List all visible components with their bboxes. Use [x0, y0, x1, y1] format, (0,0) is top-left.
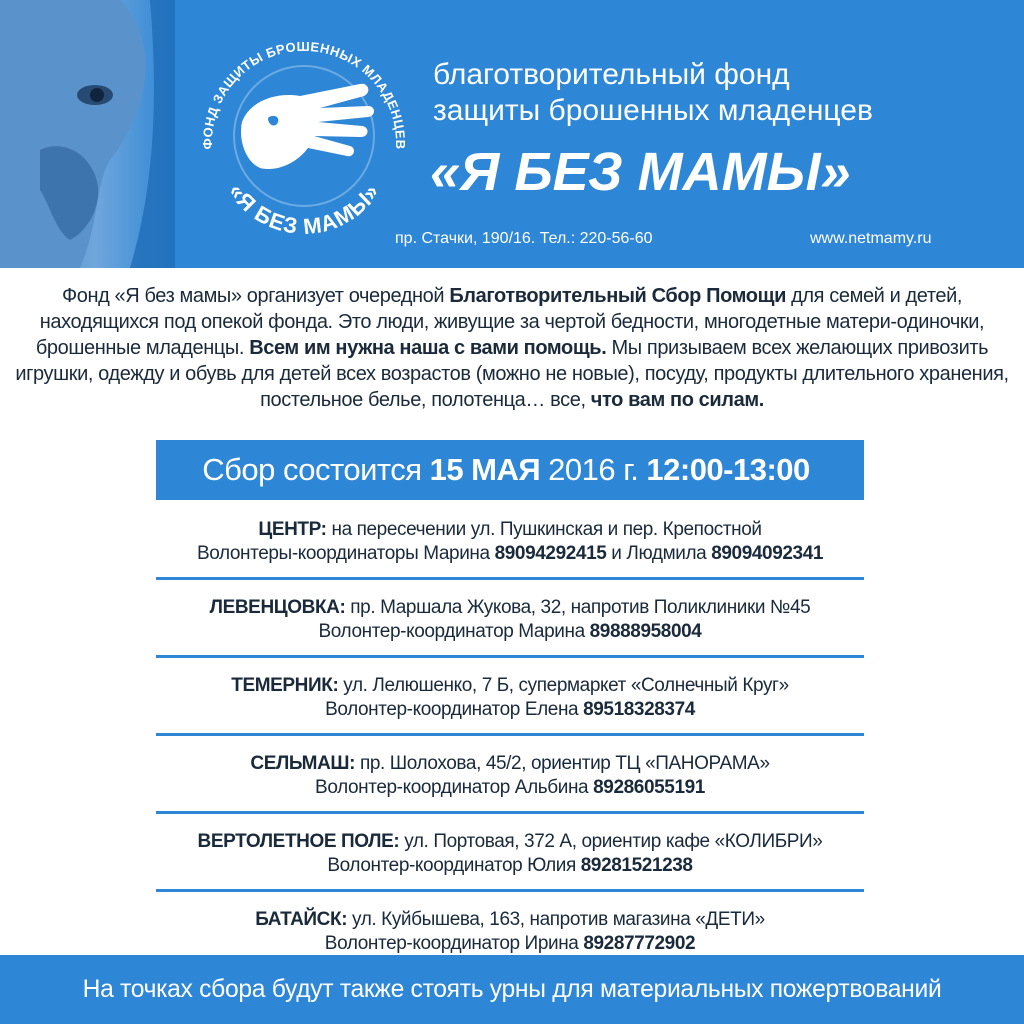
district-name: ВЕРТОЛЕТНОЕ ПОЛЕ: — [197, 831, 400, 852]
coordinator-label: Волонтер-координатор Елена — [325, 699, 584, 720]
collection-point — [156, 746, 864, 814]
district-name: ЦЕНТР: — [258, 519, 327, 540]
collection-date-banner — [156, 440, 864, 500]
collection-time: 12:00-13:00 — [646, 452, 810, 487]
coordinator-phone: 89281521238 — [580, 855, 693, 876]
charity-logo — [190, 22, 418, 250]
coordinator-phone: 89286055191 — [593, 777, 705, 798]
point-location: ул. Портовая, 372 А, ориентир кафе «КОЛИБРИ» — [399, 831, 823, 852]
org-name: «Я БЕЗ МАМЫ» — [430, 142, 851, 202]
website-link[interactable]: www.netmamy.ru — [810, 230, 932, 247]
coordinator-phone: 89287772902 — [583, 933, 696, 954]
point-location: пр. Шолохова, 45/2, ориентир ТЦ «ПАНОРАМА» — [355, 753, 770, 774]
logo-bottom-text: «Я БЕЗ МАМЫ» — [223, 179, 385, 240]
collection-point — [156, 590, 864, 658]
point-location: ул. Куйбышева, 163, напротив магазина «ДЕТИ» — [347, 909, 765, 930]
coordinator-phone: 89888958004 — [589, 621, 702, 642]
child-photo — [0, 0, 175, 268]
intro-paragraph: Фонд «Я без мамы» организует очередной Благотворительный Сбор Помощи для семей и детей, находящихся под опекой фонда. Это люди, живущие за чертой бедности, многодетные матери-одиночки, брошенные младенцы. Всем им нужна наша с вами помощь. Мы призываем всех желающих привозить игрушки, одежду и обувь для детей всех возрастов (можно не новые), посуду, продукты длительного хранения, постельное белье, полотенца… все, что вам по силам. — [15, 285, 1009, 411]
coordinator-label: Волонтер-координатор Альбина — [315, 777, 594, 798]
coordinator-label: Волонтер-координатор Марина — [318, 621, 590, 642]
district-name: ЛЕВЕНЦОВКА: — [209, 597, 346, 618]
coordinator-phone: 89518328374 — [583, 699, 695, 720]
coordinator-phone: 89094292415 — [494, 543, 607, 564]
point-location: пр. Маршала Жукова, 32, напротив Поликлиники №45 — [345, 597, 811, 618]
address-phone: пр. Стачки, 190/16. Тел.: 220-56-60 — [395, 230, 653, 247]
point-location: ул. Лелюшенко, 7 Б, супермаркет «Солнечный Круг» — [338, 675, 789, 696]
coordinator-label: Волонтер-координатор Ирина — [324, 933, 584, 954]
coordinator-label: Волонтер-координатор Юлия — [327, 855, 581, 876]
org-type-line: благотворительный фонд — [433, 58, 790, 91]
district-name: ТЕМЕРНИК: — [231, 675, 339, 696]
collection-points-list — [156, 512, 864, 980]
collection-point: ЦЕНТР: на пересечении ул. Пушкинская и пер. Крепостной Волонтеры-координаторы Марина 89094292415 и Людмила 89094092341 — [156, 512, 864, 580]
header-banner — [0, 0, 1024, 268]
collection-point — [156, 668, 864, 736]
coordinator-phone: 89094092341 — [711, 543, 824, 564]
org-purpose-line: защиты брошенных младенцев — [433, 94, 873, 127]
donation-box-notice: На точках сбора будут также стоять урны для материальных пожертвований — [0, 955, 1024, 1024]
coordinator-label: Волонтеры-координаторы Марина — [196, 543, 495, 564]
logo-ring-text: ФОНД ЗАЩИТЫ БРОШЕННЫХ МЛАДЕНЦЕВ — [199, 38, 409, 150]
district-name: СЕЛЬМАШ: — [250, 753, 356, 774]
collection-date: 15 МАЯ — [429, 452, 541, 487]
point-location: на пересечении ул. Пушкинская и пер. Крепостной — [326, 519, 762, 540]
svg-text:«Я БЕЗ МАМЫ» — [224, 179, 384, 239]
collection-prefix: Сбор состоится — [202, 452, 422, 487]
collection-year: 2016 г. — [548, 452, 639, 487]
collection-point — [156, 824, 864, 892]
district-name: БАТАЙСК: — [255, 909, 348, 930]
hand-icon — [241, 84, 374, 169]
